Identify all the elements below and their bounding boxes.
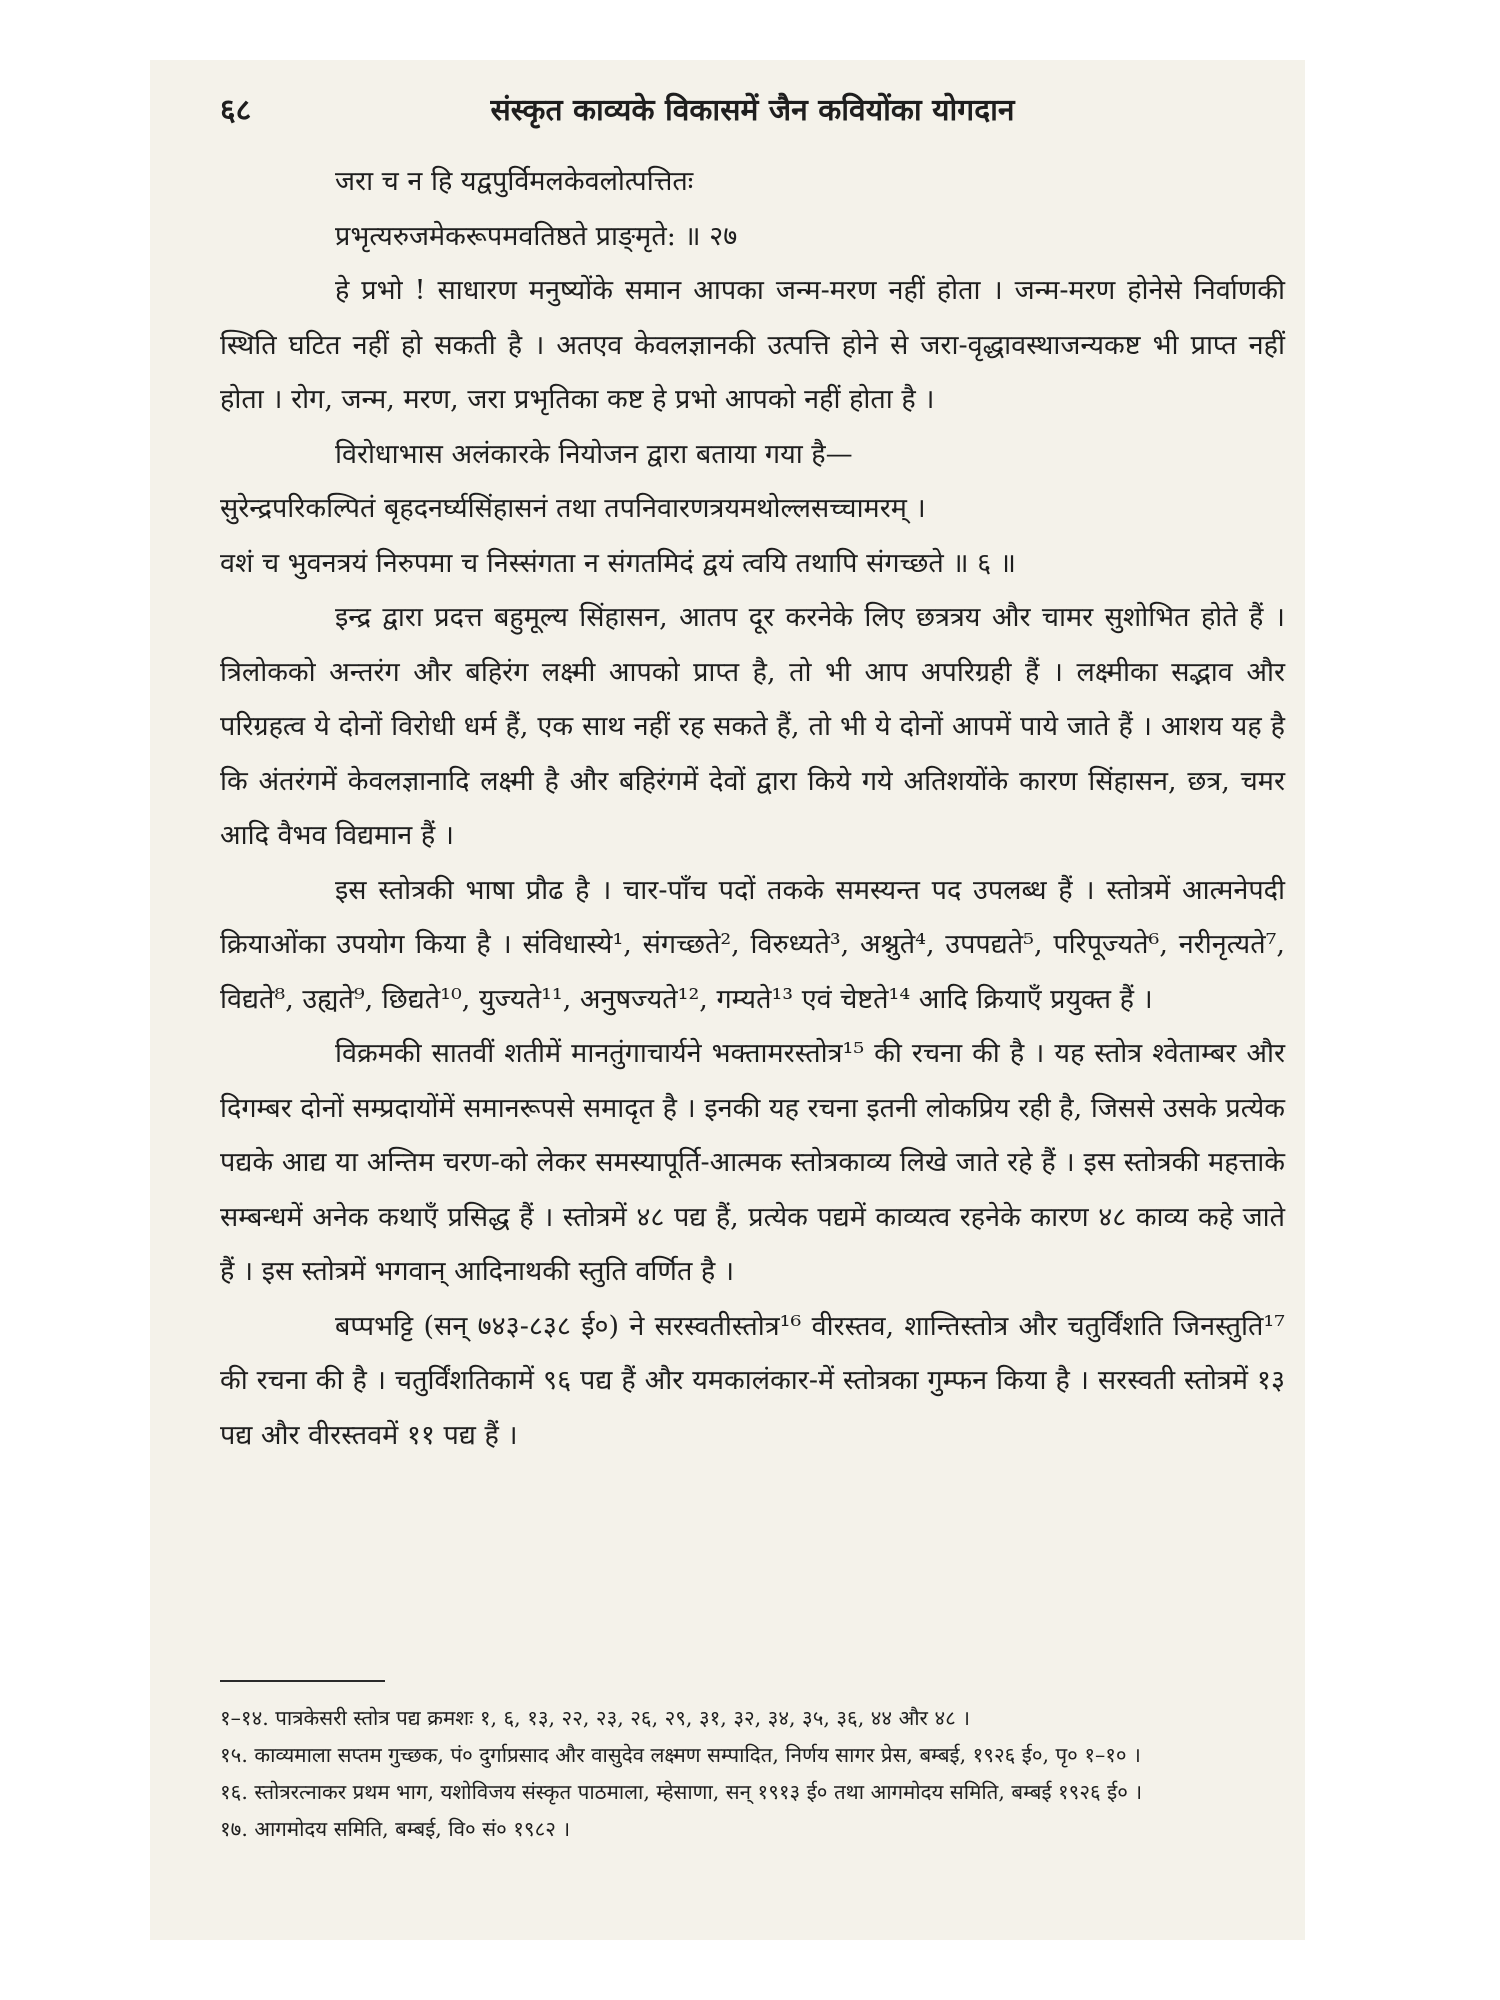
paragraph: हे प्रभो ! साधारण मनुष्योंके समान आपका जन्म-मरण नहीं होता । जन्म-मरण होनेसे निर्वाणकी स्थिति घटित नहीं हो सकती है । अतएव केवलज्ञानकी उत्पत्ति होने से जरा-वृद्धावस्थाजन्यकष्ट भी प्राप्त नहीं होता । रोग, जन्म, मरण, जरा प्रभृतिका कष्ट हे प्रभो आपको नहीं होता है । [220,275,1285,415]
verse-block-2 [220,482,1285,591]
paragraph: विक्रमकी सातवीं शतीमें मानतुंगाचार्यने भक्तामरस्तोत्र¹⁵ की रचना की है । यह स्तोत्र श्वेताम्बर और दिगम्बर दोनों सम्प्रदायोंमें समानरूपसे समादृत है । इनकी यह रचना इतनी लोकप्रिय रही है, जिससे उसके प्रत्येक पद्यके आद्य या अन्तिम चरण-को लेकर समस्यापूर्ति-आत्मक स्तोत्रकाव्य लिखे जाते रहे हैं । इस स्तोत्रकी महत्ताके सम्बन्धमें अनेक कथाएँ प्रसिद्ध हैं । स्तोत्रमें ४८ पद्य हैं, प्रत्येक पद्यमें काव्यत्व रहनेके कारण ४८ काव्य कहे जाते हैं । इस स्तोत्रमें भगवान् आदिनाथकी स्तुति वर्णित है । [220,1038,1285,1287]
footnote: १७. आगमोदय समिति, बम्बई, वि० सं० १९८२ । [220,1817,571,1841]
footnote: १६. स्तोत्ररत्नाकर प्रथम भाग, यशोविजय संस्कृत पाठमाला, म्हेसाणा, सन् १९१३ ई० तथा आगमोदय समिति, बम्बई १९२६ ई० । [220,1780,1143,1804]
footnote: १५. काव्यमाला सप्तम गुच्छक, पं० दुर्गाप्रसाद और वासुदेव लक्ष्मण सम्पादित, निर्णय सागर प्रेस, बम्बई, १९२६ ई०, पृ० १–१० । [220,1743,1141,1767]
paragraph: इन्द्र द्वारा प्रदत्त बहुमूल्य सिंहासन, आतप दूर करनेके लिए छत्रत्रय और चामर सुशोभित होते हैं । त्रिलोकको अन्तरंग और बहिरंग लक्ष्मी आपको प्राप्त है, तो भी आप अपरिग्रही हैं । लक्ष्मीका सद्भाव और परिग्रहत्व ये दोनों विरोधी धर्म हैं, एक साथ नहीं रह सकते हैं, तो भी ये दोनों आपमें पाये जाते हैं । आशय यह है कि अंतरंगमें केवलज्ञानादि लक्ष्मी है और बहिरंगमें देवों द्वारा किये गये अतिशयोंके कारण सिंहासन, छत्र, चमर आदि वैभव विद्यमान हैं । [220,602,1285,851]
verse-block-1 [220,155,1285,264]
paragraph: इस स्तोत्रकी भाषा प्रौढ है । चार-पाँच पदों तकके समस्यन्त पद उपलब्ध हैं । स्तोत्रमें आत्मनेपदी क्रियाओंका उपयोग किया है । संविधास्ये¹, संगच्छते², विरुध्यते³, अश्नुते⁴, उपपद्यते⁵, परिपूज्यते⁶, नरीनृत्यते⁷, विद्यते⁸, उह्यते⁹, छिद्यते¹⁰, युज्यते¹¹, अनुषज्यते¹², गम्यते¹³ एवं चेष्टते¹⁴ आदि क्रियाएँ प्रयुक्त हैं । [220,874,1285,1015]
verse-line: सुरेन्द्रपरिकल्पितं बृहदनर्घ्यसिंहासनं तथा तपनिवारणत्रयमथोल्लसच्चामरम् । [220,493,926,524]
footnotes [220,1700,1285,1848]
footnote-divider [220,1680,385,1682]
verse-line: प्रभृत्यरुजमेकरूपमवतिष्ठते प्राङ्मृते: ॥ २७ [335,220,738,252]
paragraph: विरोधाभास अलंकारके नियोजन द्वारा बताया गया है— [335,438,853,470]
page-header [220,88,1285,136]
running-title: संस्कृत काव्यके विकासमें जैन कवियोंका योगदान [490,93,1015,128]
paragraph: बप्पभट्टि (सन् ७४३-८३८ ई०) ने सरस्वतीस्तोत्र¹⁶ वीरस्तव, शान्तिस्तोत्र और चतुर्विंशति जिनस्तुति¹⁷ की रचना की है । चतुर्विंशतिकामें ९६ पद्य हैं और यमकालंकार-में स्तोत्रका गुम्फन किया है । सरस्वती स्तोत्रमें १३ पद्य और वीरस्तवमें ११ पद्य हैं । [220,1310,1285,1451]
footnote: १–१४. पात्रकेसरी स्तोत्र पद्य क्रमशः १, ६, १३, २२, २३, २६, २९, ३१, ३२, ३४, ३५, ३६, ४४ और ४८ । [220,1706,971,1730]
verse-line: जरा च न हि यद्वपुर्विमलकेवलोत्पत्तितः [335,166,694,197]
verse-line: वशं च भुवनत्रयं निरुपमा च निस्संगता न संगतमिदं द्वयं त्वयि तथापि संगच्छते ॥ ६ ॥ [220,547,1016,579]
main-text [220,155,1285,1463]
book-page [150,60,1305,1940]
page-number: ६८ [220,93,252,128]
